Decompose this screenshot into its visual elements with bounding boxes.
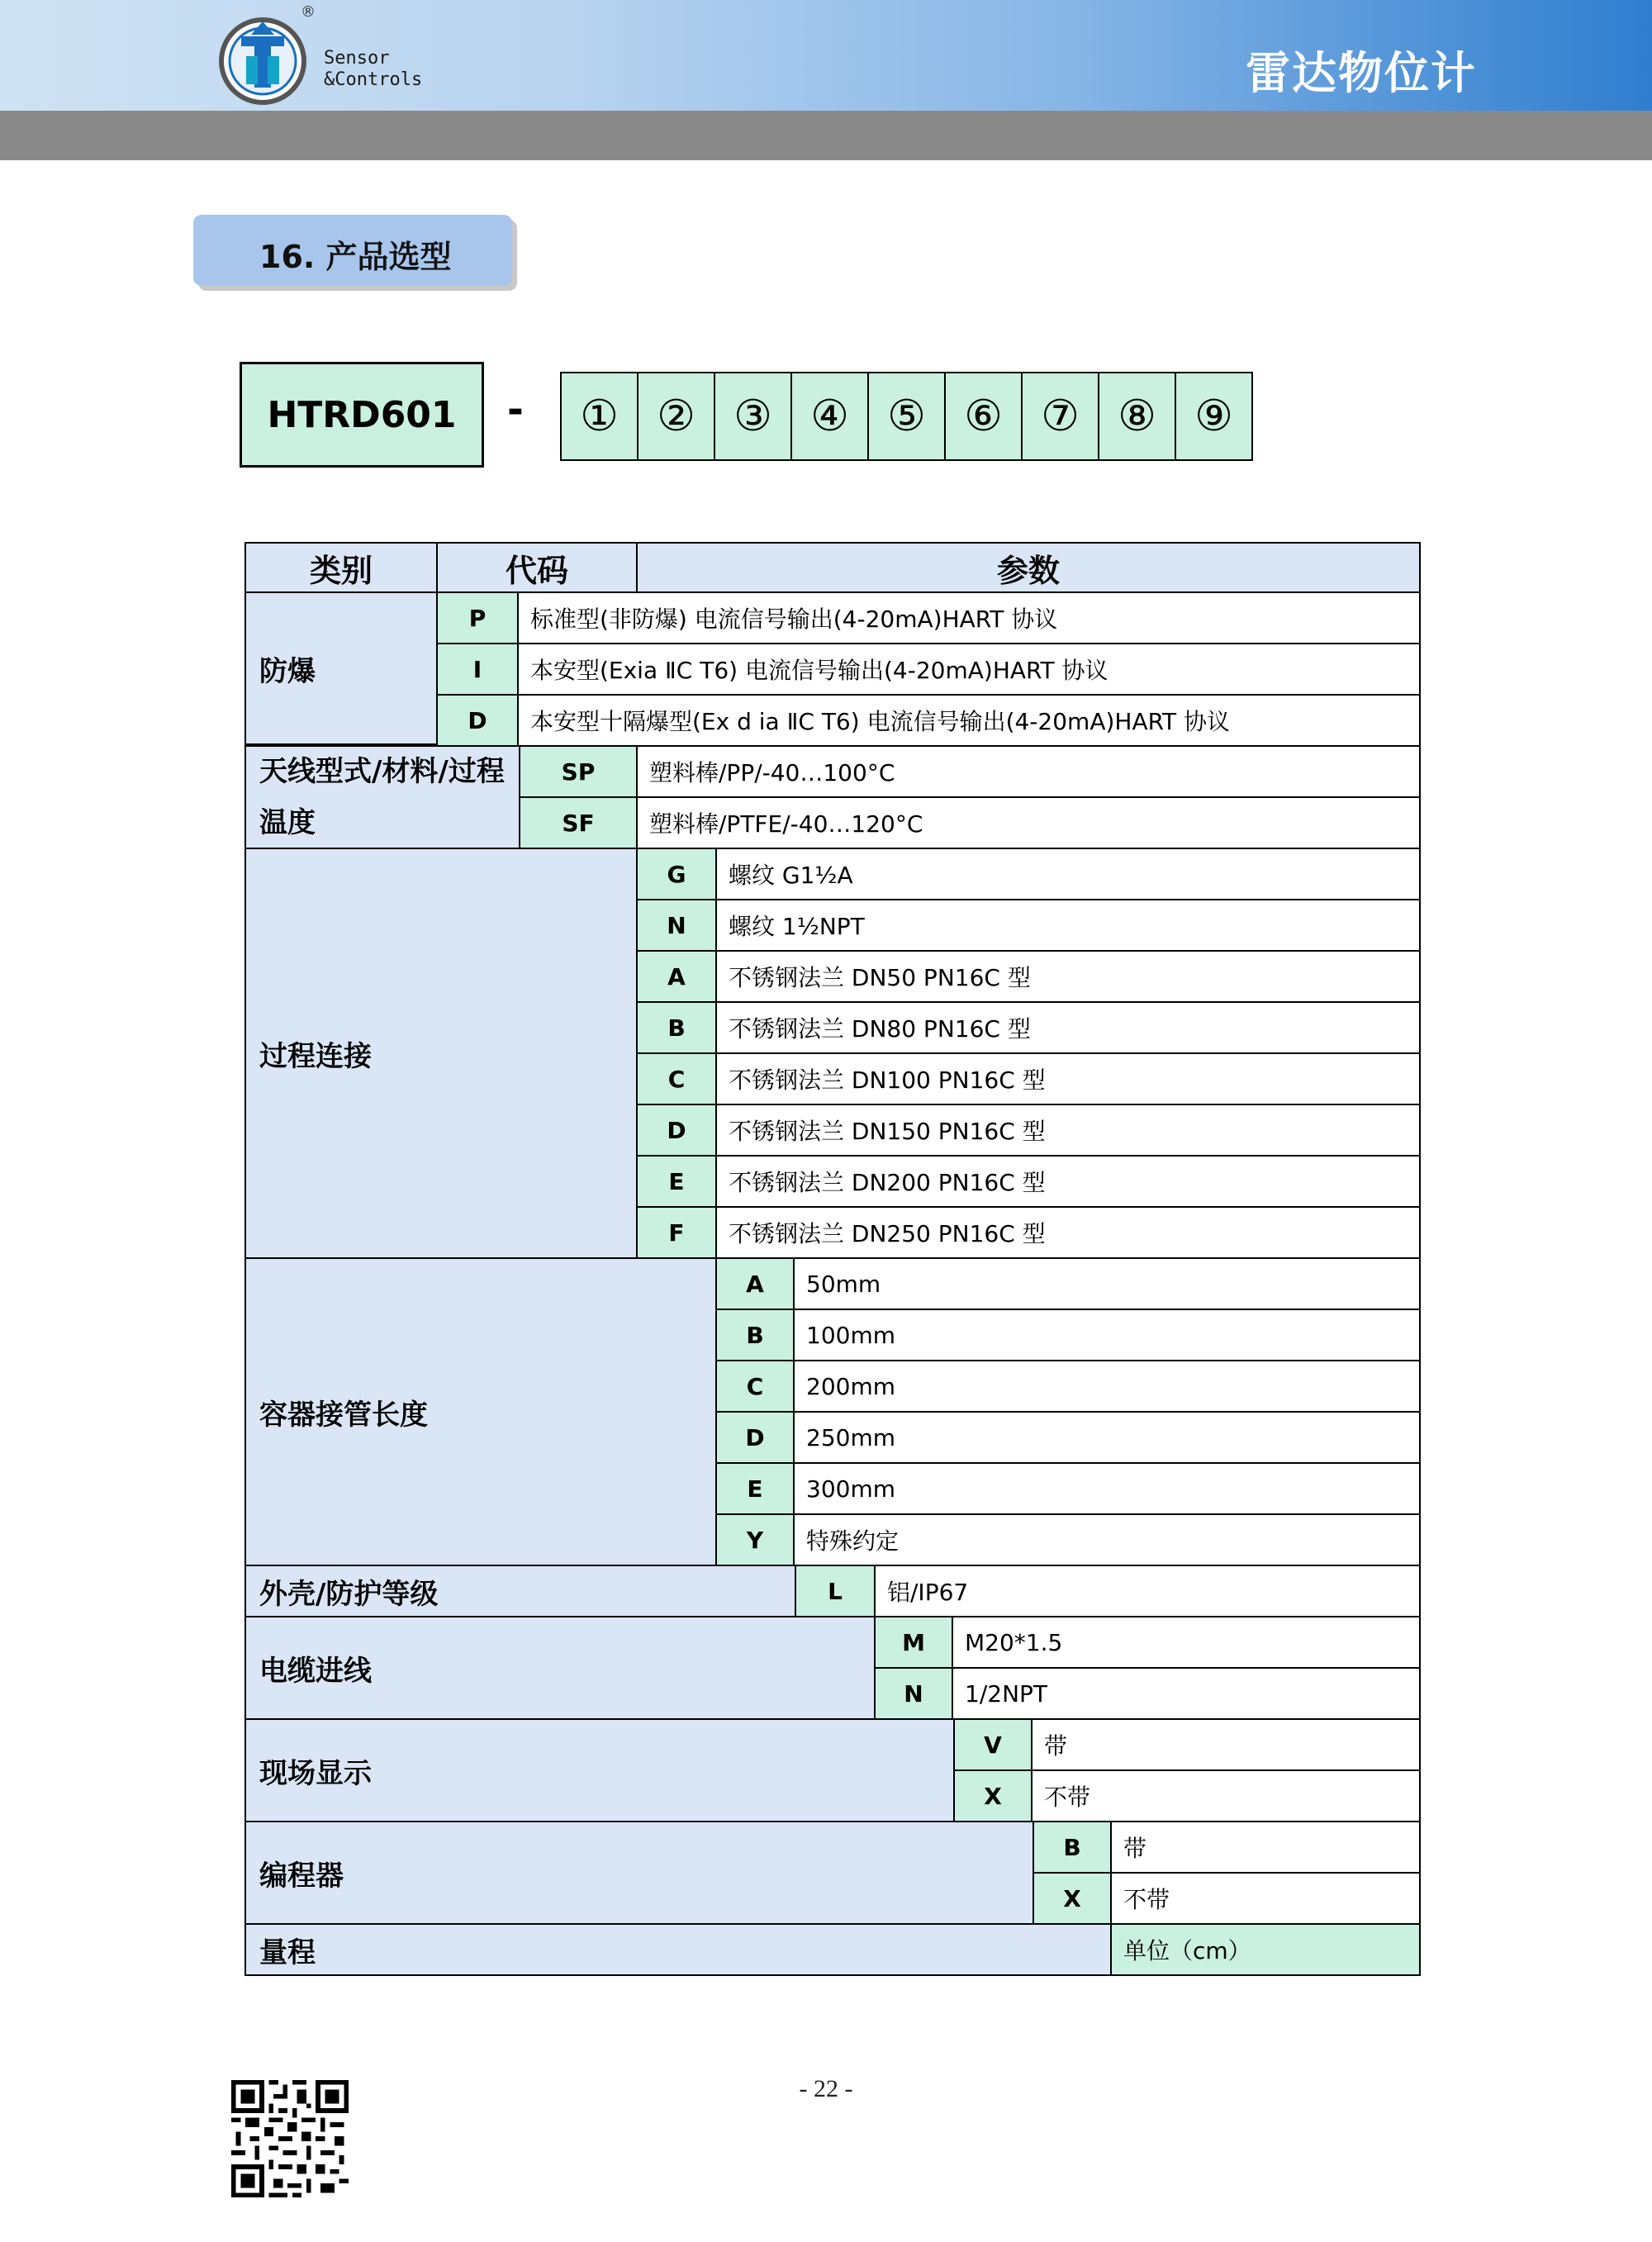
param-cell: 铝/IP67	[874, 1565, 1421, 1617]
param-cell: 不锈钢法兰 DN200 PN16C 型	[715, 1155, 1421, 1208]
code-cell: C	[636, 1052, 717, 1105]
code-cell: E	[636, 1155, 717, 1208]
code-cell: N	[636, 899, 717, 952]
param-cell: 本安型(Exia ⅡC T6) 电流信号输出(4-20mA)HART 协议	[517, 643, 1421, 696]
registered-mark: ®	[301, 3, 316, 21]
selection-table	[244, 542, 1421, 1976]
brand-line-2: &Controls	[324, 69, 423, 90]
code-position-9: ⑨	[1175, 372, 1253, 461]
brand-name	[324, 48, 422, 91]
param-cell: 标准型(非防爆) 电流信号输出(4-20mA)HART 协议	[517, 591, 1421, 644]
company-logo-icon	[216, 15, 309, 107]
code-cell: B	[1032, 1821, 1112, 1874]
param-cell: 200mm	[793, 1360, 1421, 1413]
category-programmer: 编程器	[244, 1821, 1034, 1925]
code-cell: SF	[519, 796, 638, 849]
code-cell: I	[436, 643, 519, 696]
code-cell: M	[874, 1616, 953, 1669]
code-cell: V	[953, 1718, 1032, 1771]
category-explosion: 防爆	[244, 591, 438, 745]
header-params: 参数	[636, 542, 1421, 593]
param-cell: 1/2NPT	[952, 1667, 1421, 1720]
header-code: 代码	[436, 542, 638, 593]
param-cell: 不锈钢法兰 DN150 PN16C 型	[715, 1104, 1421, 1157]
category-display: 现场显示	[244, 1718, 955, 1822]
param-cell: 不带	[1031, 1769, 1421, 1822]
param-cell: 50mm	[793, 1257, 1421, 1310]
section-tab	[193, 215, 512, 286]
code-cell: D	[636, 1104, 717, 1157]
category-antenna: 天线型式/材料/过程温度	[244, 745, 520, 849]
param-cell: 100mm	[793, 1309, 1421, 1361]
category-cable: 电缆进线	[244, 1616, 876, 1720]
code-cell: P	[436, 591, 519, 644]
code-cell: G	[636, 848, 717, 900]
param-cell: 不带	[1110, 1872, 1421, 1925]
param-cell: 不锈钢法兰 DN50 PN16C 型	[715, 950, 1421, 1003]
code-cell: X	[1032, 1872, 1112, 1925]
code-position-1: ①	[560, 372, 638, 461]
code-position-3: ③	[714, 372, 792, 461]
page-number: - 22 -	[799, 2075, 853, 2102]
param-cell: 带	[1031, 1718, 1421, 1771]
category-housing: 外壳/防护等级	[244, 1565, 796, 1617]
category-connection: 过程连接	[244, 848, 638, 1259]
param-cell: 螺纹 G1½A	[715, 848, 1421, 900]
model-dash: -	[507, 387, 524, 433]
code-cell: B	[715, 1309, 795, 1361]
code-cell: D	[436, 694, 519, 747]
param-cell: 250mm	[793, 1411, 1421, 1464]
param-cell: 塑料棒/PTFE/-40…120°C	[636, 796, 1421, 849]
param-cell: 带	[1110, 1821, 1421, 1874]
param-cell: M20*1.5	[952, 1616, 1421, 1669]
param-cell: 不锈钢法兰 DN100 PN16C 型	[715, 1052, 1421, 1105]
code-position-2: ②	[637, 372, 715, 461]
brand-line-1: Sensor	[324, 48, 390, 69]
category-range: 量程	[244, 1923, 1112, 1976]
header-gray-bar	[0, 111, 1652, 160]
model-name-box: HTRD601	[240, 362, 484, 468]
code-position-6: ⑥	[944, 372, 1023, 461]
param-cell: 不锈钢法兰 DN250 PN16C 型	[715, 1206, 1421, 1259]
code-cell: F	[636, 1206, 717, 1259]
code-cell: B	[636, 1001, 717, 1054]
section-title: 16. 产品选型	[259, 239, 452, 275]
param-cell: 不锈钢法兰 DN80 PN16C 型	[715, 1001, 1421, 1054]
code-cell: Y	[715, 1513, 795, 1566]
code-cell: A	[636, 950, 717, 1003]
param-cell: 塑料棒/PP/-40…100°C	[636, 745, 1421, 798]
code-position-4: ④	[790, 372, 869, 461]
code-cell: D	[715, 1411, 795, 1464]
model-code-positions	[560, 372, 1253, 461]
code-cell: X	[953, 1769, 1032, 1822]
code-cell: L	[795, 1565, 876, 1617]
code-position-7: ⑦	[1021, 372, 1099, 461]
code-cell: N	[874, 1667, 953, 1720]
param-cell: 本安型十隔爆型(Ex d ia ⅡC T6) 电流信号输出(4-20mA)HART 协议	[517, 694, 1421, 747]
header-title: 雷达物位计	[1246, 47, 1477, 99]
code-position-8: ⑧	[1098, 372, 1176, 461]
code-cell: E	[715, 1462, 795, 1515]
param-cell: 特殊约定	[793, 1513, 1421, 1566]
param-cell: 300mm	[793, 1462, 1421, 1515]
range-unit-cell: 单位（cm）	[1110, 1923, 1421, 1976]
code-cell: SP	[519, 745, 638, 798]
category-nozzle: 容器接管长度	[244, 1257, 717, 1566]
code-cell: C	[715, 1360, 795, 1413]
code-position-5: ⑤	[867, 372, 946, 461]
param-cell: 螺纹 1½NPT	[715, 899, 1421, 952]
header-category: 类别	[244, 542, 438, 593]
code-cell: A	[715, 1257, 795, 1310]
